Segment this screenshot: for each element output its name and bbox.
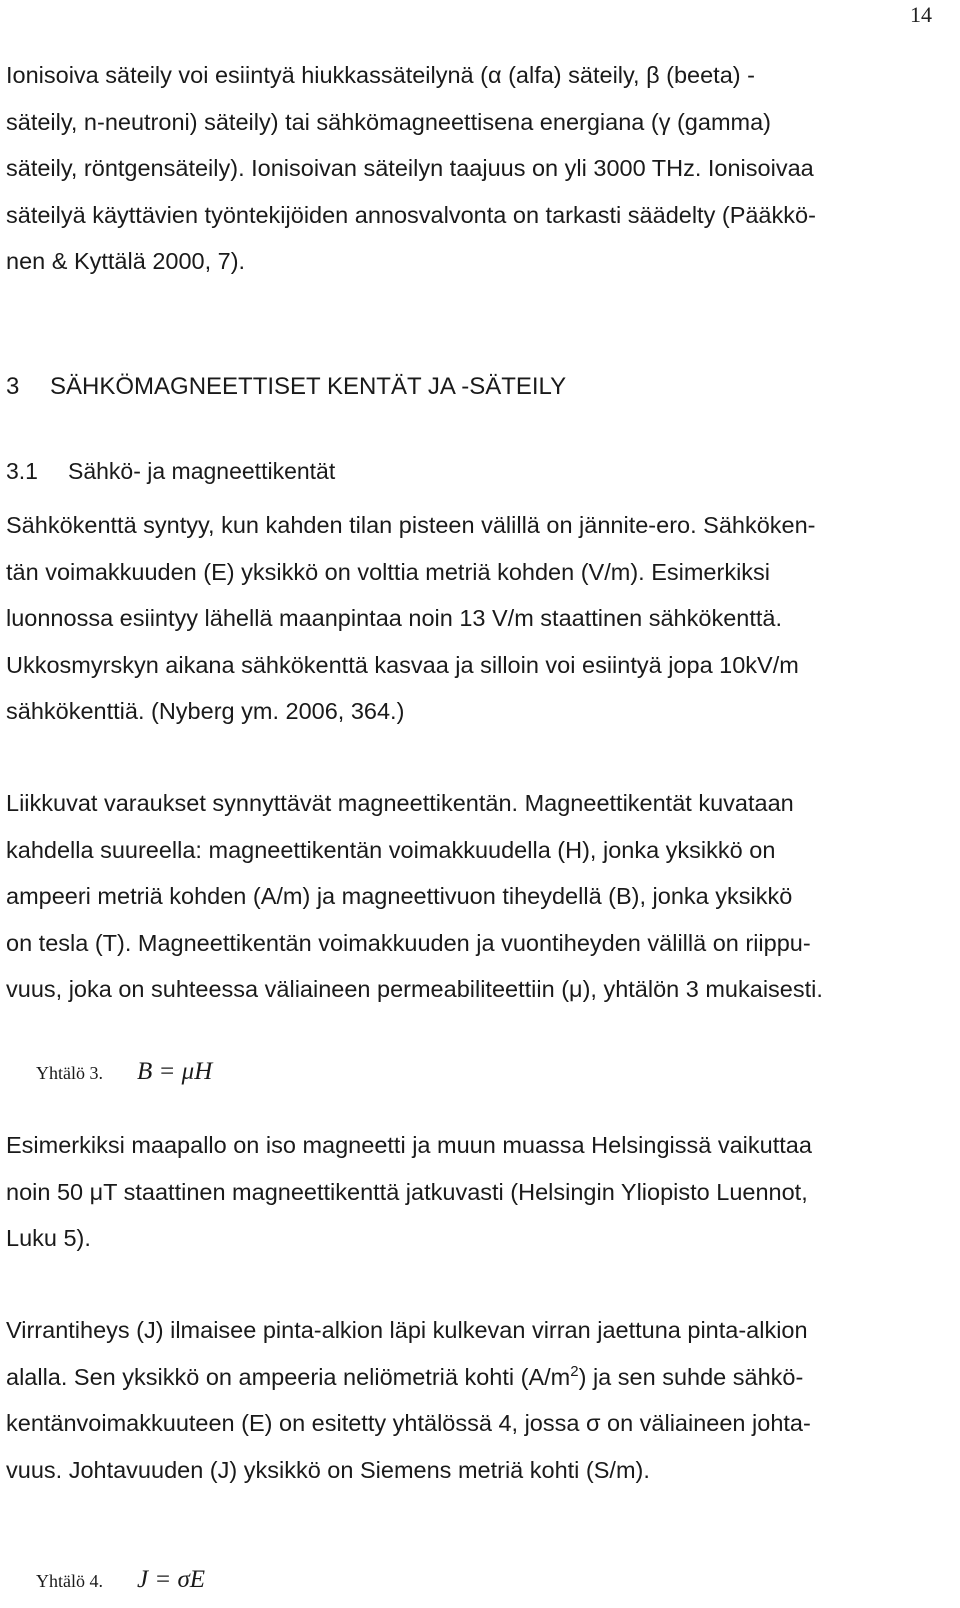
equation-4 — [36, 1566, 205, 1594]
text-line: säteily, röntgensäteily). Ionisoivan säteilyn taajuus on yli 3000 THz. Ionisoivaa — [6, 155, 814, 181]
text-line: kahdella suureella: magneettikentän voimakkuudella (H), jonka yksikkö on — [6, 836, 776, 863]
subsection-heading — [6, 451, 335, 491]
subsection-title: Sähkö- ja magneettikentät — [68, 458, 336, 484]
text-line: Sähkökenttä syntyy, kun kahden tilan pisteen välillä on jännite-ero. Sähköken- — [6, 512, 816, 538]
text-line: on tesla (T). Magneettikentän voimakkuuden ja vuontiheyden välillä on riippu- — [6, 929, 811, 956]
text-line: luonnossa esiintyy lähellä maanpintaa noin 13 V/m staattinen sähkökenttä. — [6, 605, 782, 631]
paragraph-ionizing-radiation — [6, 52, 926, 285]
equation-formula: B = μH — [137, 1058, 213, 1085]
text-line: vuus. Johtavuuden (J) yksikkö on Siemens metriä kohti (S/m). — [6, 1456, 650, 1483]
equation-formula: J = σE — [137, 1566, 206, 1593]
text-line: säteilyä käyttävien työntekijöiden annosvalvonta on tarkasti säädelty (Pääkkö- — [6, 201, 816, 228]
subsection-number: 3.1 — [6, 458, 38, 484]
page-number: 14 — [910, 2, 932, 27]
text-line: Ionisoiva säteily voi esiintyä hiukkassäteilynä (α (alfa) säteily, β (beeta) - — [6, 62, 755, 88]
section-heading — [6, 367, 566, 407]
text-fragment: alalla. Sen yksikkö on ampeeria neliömetriä kohti (A/m — [6, 1363, 571, 1390]
text-line: noin 50 μT staattinen magneettikenttä jatkuvasti (Helsingin Yliopisto Luennot, — [6, 1178, 808, 1205]
section-number: 3 — [6, 373, 20, 400]
paragraph-electric-field — [6, 502, 926, 735]
text-fragment: ) ja sen suhde sähkö- — [578, 1363, 804, 1390]
text-line: Luku 5). — [6, 1225, 91, 1251]
text-line: Virrantiheys (J) ilmaisee pinta-alkion läpi kulkevan virran jaettuna pinta-alkion — [6, 1317, 808, 1343]
paragraph-magnetic-field — [6, 780, 926, 1013]
section-title: SÄHKÖMAGNEETTISET KENTÄT JA -SÄTEILY — [50, 373, 567, 400]
paragraph-current-density — [6, 1307, 926, 1493]
text-line: vuus, joka on suhteessa väliaineen permeabiliteettiin (μ), yhtälön 3 mukaisesti. — [6, 976, 823, 1002]
text-line: säteily, n-neutroni) säteily) tai sähkömagneettisena energiana (γ (gamma) — [6, 108, 771, 135]
text-line: sähkökenttiä. (Nyberg ym. 2006, 364.) — [6, 698, 405, 724]
superscript: 2 — [570, 1362, 579, 1380]
text-line: Esimerkiksi maapallo on iso magneetti ja muun muassa Helsingissä vaikuttaa — [6, 1132, 812, 1158]
text-line: Ukkosmyrskyn aikana sähkökenttä kasvaa ja silloin voi esiintyä jopa 10kV/m — [6, 651, 799, 678]
paragraph-earth-magnet — [6, 1122, 926, 1262]
text-line: ampeeri metriä kohden (A/m) ja magneettivuon tiheydellä (B), jonka yksikkö — [6, 883, 793, 909]
text-line: Liikkuvat varaukset synnyttävät magneettikentän. Magneettikentät kuvataan — [6, 790, 794, 816]
text-line: nen & Kyttälä 2000, 7). — [6, 248, 246, 274]
equation-label: Yhtälö 4. — [36, 1571, 103, 1591]
text-line — [6, 1354, 926, 1401]
equation-3 — [36, 1058, 212, 1086]
text-line: tän voimakkuuden (E) yksikkö on volttia metriä kohden (V/m). Esimerkiksi — [6, 558, 771, 585]
text-line: kentänvoimakkuuteen (E) on esitetty yhtälössä 4, jossa σ on väliaineen johta- — [6, 1410, 811, 1436]
equation-label: Yhtälö 3. — [36, 1063, 103, 1083]
